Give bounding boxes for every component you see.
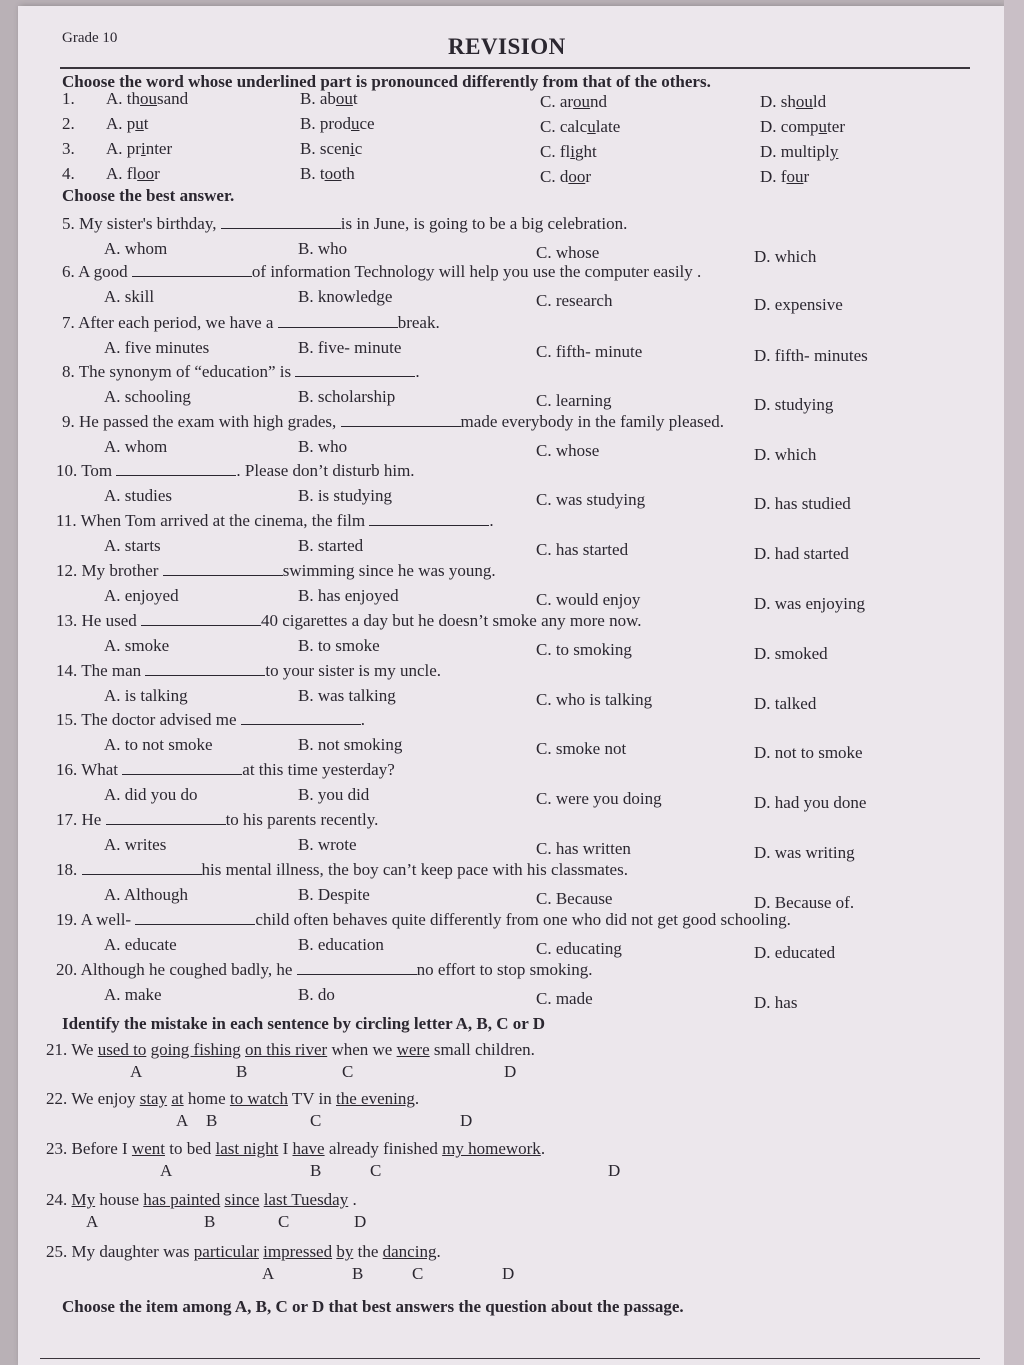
option-b[interactable]: B. scenic (300, 139, 363, 158)
option-c[interactable]: C. door (540, 167, 592, 186)
question-stem: 17. He to his parents recently. (56, 810, 379, 829)
question-number: 17. (56, 810, 82, 829)
option-d[interactable]: D. which (754, 445, 817, 464)
option-d[interactable]: D. had started (754, 544, 849, 563)
underlined-segment[interactable]: since (224, 1190, 260, 1209)
underlined-segment[interactable]: last night (215, 1139, 279, 1158)
choice-letter-d[interactable]: D (354, 1212, 367, 1231)
choice-letter-d[interactable]: D (608, 1161, 621, 1180)
option-c[interactable]: C. was studying (536, 490, 646, 509)
question-stem: 19. A well- child often behaves quite differently from one who did not get good schooling. (56, 910, 791, 929)
section-best-answer-heading: Choose the best answer. (62, 186, 235, 205)
underlined-sound: i (350, 139, 355, 158)
option-b[interactable]: B. five- minute (298, 338, 402, 357)
underlined-segment[interactable]: on this river (245, 1040, 328, 1059)
underlined-sound: u (351, 114, 360, 133)
option-c[interactable]: C. educating (536, 939, 622, 958)
underlined-sound: ou (335, 89, 353, 108)
option-c[interactable]: C. smoke not (536, 739, 627, 758)
choice-letter-a[interactable]: A (86, 1212, 99, 1231)
question-number: 11. (56, 511, 81, 530)
option-b[interactable]: B. wrote (298, 835, 357, 854)
option-d[interactable]: D. which (754, 247, 817, 266)
option-a[interactable]: A. printer (106, 139, 173, 158)
question-number: 5. (62, 214, 79, 233)
option-a[interactable]: A. writes (104, 835, 167, 854)
choice-letter-b[interactable]: B (206, 1111, 218, 1130)
question-number: 13. (56, 611, 82, 630)
mistake-sentence: 24. My house has painted since last Tuesday . (46, 1190, 357, 1209)
option-a[interactable]: A. thousand (106, 89, 189, 108)
underlined-segment[interactable]: used to (97, 1040, 147, 1059)
underlined-sound: oo (137, 164, 155, 183)
option-d[interactable]: D. Because of. (754, 893, 855, 912)
option-b[interactable]: B. was talking (298, 686, 396, 705)
question-number: 24. (46, 1190, 72, 1209)
option-a[interactable]: A. put (106, 114, 149, 133)
option-d[interactable]: D. was enjoying (754, 594, 865, 613)
choice-letter-a[interactable]: A (262, 1264, 275, 1283)
answer-blank[interactable] (116, 461, 236, 476)
underlined-sound: ou (140, 89, 157, 108)
answer-blank[interactable] (132, 262, 252, 277)
option-d[interactable]: D. fifth- minutes (754, 346, 868, 365)
option-d[interactable]: D. smoked (754, 644, 828, 663)
option-c[interactable]: C. calculate (540, 117, 621, 136)
option-a[interactable]: A. Although (104, 885, 189, 904)
underlined-segment[interactable]: my homework (442, 1139, 541, 1158)
underlined-sound: ou (795, 92, 813, 111)
option-c[interactable]: C. learning (536, 391, 612, 410)
question-stem: 15. The doctor advised me . (56, 710, 366, 729)
underlined-segment[interactable]: My (71, 1190, 96, 1209)
option-a[interactable]: A. educate (104, 935, 177, 954)
choice-letter-a[interactable]: A (176, 1111, 189, 1130)
option-c[interactable]: C. who is talking (536, 690, 653, 709)
answer-blank[interactable] (297, 960, 417, 975)
option-d[interactable]: D. studying (754, 395, 834, 414)
choice-letter-b[interactable]: B (352, 1264, 364, 1283)
option-c[interactable]: C. fifth- minute (536, 342, 643, 361)
question-stem: 5. My sister's birthday, is in June, is going to be a big celebration. (62, 214, 628, 233)
option-d[interactable]: D. four (760, 167, 810, 186)
option-d[interactable]: D. has studied (754, 494, 851, 513)
underlined-segment[interactable]: to watch (229, 1089, 288, 1108)
option-b[interactable]: B. knowledge (298, 287, 393, 306)
underlined-sound: u (587, 117, 596, 136)
question-number: 10. (56, 461, 82, 480)
choice-letter-c[interactable]: C (342, 1062, 354, 1081)
option-b[interactable]: B. do (298, 985, 335, 1004)
option-d[interactable]: D. expensive (754, 295, 843, 314)
choice-letter-a[interactable]: A (160, 1161, 173, 1180)
answer-blank[interactable] (163, 561, 283, 576)
option-d[interactable]: D. had you done (754, 793, 867, 812)
question-number: 23. (46, 1139, 72, 1158)
question-number: 7. (62, 313, 79, 332)
option-b[interactable]: B. who (298, 437, 348, 456)
option-b[interactable]: B. Despite (298, 885, 370, 904)
header-rule (60, 67, 970, 69)
question-number: 12. (56, 561, 82, 580)
choice-letter-c[interactable]: C (412, 1264, 424, 1283)
answer-blank[interactable] (221, 214, 341, 229)
question-number: 16. (56, 760, 82, 779)
underlined-segment[interactable]: last Tuesday (263, 1190, 349, 1209)
option-c[interactable]: C. around (540, 92, 608, 111)
choice-letter-d[interactable]: D (504, 1062, 517, 1081)
option-c[interactable]: C. has started (536, 540, 629, 559)
option-c[interactable]: C. has written (536, 839, 631, 858)
choice-letter-b[interactable]: B (204, 1212, 216, 1231)
question-stem: 13. He used 40 cigarettes a day but he doesn’t smoke any more now. (56, 611, 642, 630)
choice-letter-c[interactable]: C (370, 1161, 382, 1180)
underlined-segment[interactable]: stay (139, 1089, 168, 1108)
underlined-segment[interactable]: by (336, 1242, 354, 1261)
option-d[interactable]: D. not to smoke (754, 743, 863, 762)
bottom-rule (40, 1358, 980, 1359)
mistake-sentence: 25. My daughter was particular impressed by the dancing. (46, 1242, 441, 1261)
question-number: 14. (56, 661, 82, 680)
answer-blank[interactable] (369, 511, 489, 526)
answer-blank[interactable] (278, 313, 398, 328)
answer-blank[interactable] (82, 860, 202, 875)
question-number: 21. (46, 1040, 72, 1059)
option-d[interactable]: D. should (760, 92, 827, 111)
underlined-sound: oo (324, 164, 342, 183)
answer-blank[interactable] (145, 661, 265, 676)
option-a[interactable]: A. floor (106, 164, 160, 183)
option-c[interactable]: C. to smoking (536, 640, 632, 659)
question-stem: 7. After each period, we have a break. (62, 313, 440, 332)
option-d[interactable]: D. talked (754, 694, 817, 713)
section-pronunciation-heading: Choose the word whose underlined part is pronounced differently from that of the others. (62, 72, 711, 91)
choice-letter-d[interactable]: D (502, 1264, 515, 1283)
question-number: 15. (56, 710, 82, 729)
option-b[interactable]: B. you did (298, 785, 370, 804)
answer-blank[interactable] (122, 760, 242, 775)
answer-blank[interactable] (241, 710, 361, 725)
question-stem: 16. What at this time yesterday? (56, 760, 395, 779)
option-a[interactable]: A. five minutes (104, 338, 210, 357)
answer-blank[interactable] (341, 412, 461, 427)
question-stem: 9. He passed the exam with high grades, made everybody in the family pleased. (62, 412, 724, 431)
option-b[interactable]: B. is studying (298, 486, 392, 505)
answer-blank[interactable] (141, 611, 261, 626)
mistake-sentence: 21. We used to going fishing on this river when we were small children. (46, 1040, 535, 1059)
option-d[interactable]: D. educated (754, 943, 836, 962)
question-stem: 12. My brother swimming since he was young. (56, 561, 496, 580)
option-a[interactable]: A. to not smoke (104, 735, 213, 754)
option-a[interactable]: A. did you do (104, 785, 198, 804)
underlined-segment[interactable]: particular (193, 1242, 259, 1261)
option-d[interactable]: D. computer (760, 117, 845, 136)
underlined-segment[interactable]: were (396, 1040, 430, 1059)
section-mistake-heading: Identify the mistake in each sentence by circling letter A, B, C or D (62, 1014, 546, 1033)
option-d[interactable]: D. has (754, 993, 798, 1012)
question-stem: 8. The synonym of “education” is . (62, 362, 420, 381)
underlined-sound: i (570, 142, 575, 161)
option-c[interactable]: C. Because (536, 889, 613, 908)
option-a[interactable]: A. make (104, 985, 162, 1004)
question-number: 2. (62, 114, 75, 133)
option-d[interactable]: D. was writing (754, 843, 855, 862)
choice-letter-b[interactable]: B (236, 1062, 248, 1081)
underlined-sound: u (818, 117, 828, 136)
option-c[interactable]: C. research (536, 291, 613, 310)
option-a[interactable]: A. is talking (104, 686, 188, 705)
question-number: 19. (56, 910, 81, 929)
option-b[interactable]: B. not smoking (298, 735, 403, 754)
option-a[interactable]: A. studies (104, 486, 172, 505)
option-b[interactable]: B. tooth (300, 164, 355, 183)
question-number: 25. (46, 1242, 72, 1261)
underlined-sound: i (140, 139, 146, 158)
paper-edge (1004, 0, 1024, 1365)
option-d[interactable]: D. multiply (760, 142, 839, 161)
underlined-segment[interactable]: has painted (143, 1190, 221, 1209)
underlined-segment[interactable]: went (131, 1139, 165, 1158)
grade-label: Grade 10 (62, 30, 118, 46)
underlined-segment[interactable]: have (292, 1139, 325, 1158)
answer-blank[interactable] (106, 810, 226, 825)
underlined-sound: ou (786, 167, 804, 186)
question-number: 6. (62, 262, 79, 281)
underlined-sound: ou (573, 92, 591, 111)
question-number: 4. (62, 164, 75, 183)
section-passage-heading: Choose the item among A, B, C or D that best answers the question about the passage. (62, 1297, 684, 1316)
question-number: 1. (62, 89, 75, 108)
underlined-sound: y (829, 142, 839, 161)
underlined-sound: u (135, 114, 144, 133)
question-stem: 20. Although he coughed badly, he no effort to stop smoking. (56, 960, 593, 979)
question-number: 18. (56, 860, 82, 879)
option-b[interactable]: B. started (298, 536, 364, 555)
option-a[interactable]: A. whom (104, 437, 168, 456)
question-number: 3. (62, 139, 75, 158)
mistake-sentence: 23. Before I went to bed last night I have already finished my homework. (46, 1139, 546, 1158)
choice-letter-a[interactable]: A (130, 1062, 143, 1081)
underlined-segment[interactable]: impressed (263, 1242, 333, 1261)
question-stem: 11. When Tom arrived at the cinema, the film . (56, 511, 494, 530)
option-b[interactable]: B. has enjoyed (298, 586, 399, 605)
option-b[interactable]: B. scholarship (298, 387, 396, 406)
option-b[interactable]: B. produce (300, 114, 375, 133)
page-title: REVISION (448, 34, 566, 59)
question-stem: 18. his mental illness, the boy can’t keep pace with his classmates. (56, 860, 628, 879)
option-a[interactable]: A. smoke (104, 636, 170, 655)
question-number: 22. (46, 1089, 72, 1108)
choice-letter-c[interactable]: C (310, 1111, 322, 1130)
choice-letter-b[interactable]: B (310, 1161, 322, 1180)
question-number: 9. (62, 412, 79, 431)
underlined-segment[interactable]: at (171, 1089, 184, 1108)
option-c[interactable]: C. made (536, 989, 593, 1008)
answer-blank[interactable] (135, 910, 255, 925)
option-a[interactable]: A. whom (104, 239, 168, 258)
option-c[interactable]: C. whose (536, 243, 600, 262)
underlined-sound: oo (568, 167, 586, 186)
option-c[interactable]: C. were you doing (536, 789, 662, 808)
choice-letter-d[interactable]: D (460, 1111, 473, 1130)
option-a[interactable]: A. skill (104, 287, 155, 306)
underlined-segment[interactable]: the evening (336, 1089, 415, 1108)
answer-blank[interactable] (295, 362, 415, 377)
question-stem: 14. The man to your sister is my uncle. (56, 661, 442, 680)
question-stem: 6. A good of information Technology will help you use the computer easily . (62, 262, 702, 281)
choice-letter-c[interactable]: C (278, 1212, 290, 1231)
option-b[interactable]: B. to smoke (298, 636, 380, 655)
question-stem: 10. Tom . Please don’t disturb him. (56, 461, 415, 480)
option-b[interactable]: B. who (298, 239, 348, 258)
option-a[interactable]: A. schooling (104, 387, 191, 406)
option-a[interactable]: A. enjoyed (104, 586, 179, 605)
option-b[interactable]: B. about (300, 89, 358, 108)
option-b[interactable]: B. education (298, 935, 384, 954)
option-a[interactable]: A. starts (104, 536, 161, 555)
option-c[interactable]: C. flight (540, 142, 597, 161)
question-number: 8. (62, 362, 79, 381)
underlined-segment[interactable]: dancing (382, 1242, 437, 1261)
option-c[interactable]: C. whose (536, 441, 600, 460)
option-c[interactable]: C. would enjoy (536, 590, 641, 609)
question-number: 20. (56, 960, 81, 979)
underlined-segment[interactable]: going fishing (150, 1040, 241, 1059)
mistake-sentence: 22. We enjoy stay at home to watch TV in the evening. (46, 1089, 420, 1108)
